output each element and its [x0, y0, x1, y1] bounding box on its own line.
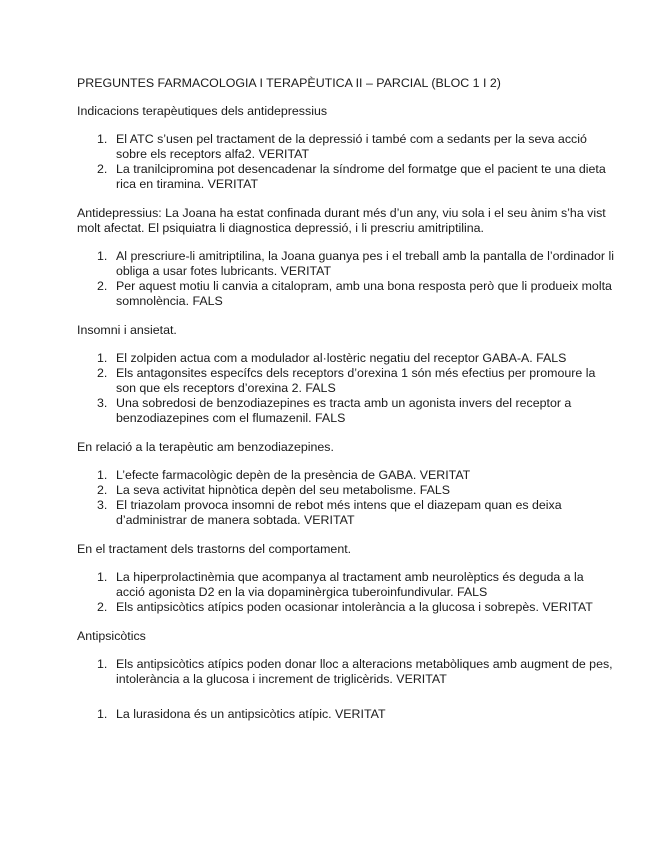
item-number: 1. — [97, 707, 108, 721]
list-item — [77, 483, 615, 498]
item-text: La tranilcipromina pot desencadenar la síndrome del formatge que el pacient te una dieta rica en tiramina. VERITAT — [116, 162, 606, 191]
section-heading: En relació a la terapèutic am benzodiazepines. — [77, 440, 334, 454]
list-item — [77, 707, 615, 722]
list-item — [77, 468, 615, 483]
item-text: El zolpiden actua com a modulador al·lostèric negatiu del receptor GABA-A. FALS — [116, 351, 567, 365]
list-item — [77, 657, 615, 687]
list-item — [77, 498, 615, 528]
list-item — [77, 396, 615, 426]
list-item — [77, 162, 615, 192]
item-text: La hiperprolactinèmia que acompanya al tractament amb neurolèptics és deguda a la acció agonista D2 en la via dopaminèrgica tuberoinfundivular. FALS — [116, 570, 584, 599]
item-text: Els antipsicòtics atípics poden donar lloc a alteracions metabòliques amb augment de pes, intolerància a la glucosa i increment de triglicèrids. VERITAT — [116, 657, 613, 686]
item-text: El triazolam provoca insomni de rebot més intens que el diazepam quan es deixa d’administrar de manera sobtada. VERITAT — [116, 498, 562, 527]
section-heading: Indicacions terapèutiques dels antidepressius — [77, 104, 328, 118]
question-list — [77, 351, 615, 426]
list-item — [77, 279, 615, 309]
item-text: Al prescriure-li amitriptilina, la Joana guanya pes i el treball amb la pantalla de l’ordinador li obliga a usar fotes lubricants. VERITAT — [116, 249, 614, 278]
list-item — [77, 249, 615, 279]
item-number: 1. — [97, 657, 108, 671]
question-list — [77, 707, 615, 722]
section-heading: Antidepressius: La Joana ha estat confinada durant més d’un any, viu sola i el seu ànim s’ha vist molt afectat. El psiquiatra li diagnostica depressió, i li prescriu amitriptilina. — [77, 206, 606, 235]
item-number: 2. — [97, 483, 108, 497]
document-title: PREGUNTES FARMACOLOGIA I TERAPÈUTICA II – PARCIAL (BLOC 1 I 2) — [77, 76, 501, 90]
list-item — [77, 132, 615, 162]
item-number: 1. — [97, 351, 108, 365]
item-text: Per aquest motiu li canvia a citalopram, amb una bona resposta però que li produeix molta somnolència. FALS — [116, 279, 612, 308]
section-heading: En el tractament dels trastorns del comportament. — [77, 542, 352, 556]
item-number: 2. — [97, 162, 108, 176]
section-heading: Insomni i ansietat. — [77, 323, 177, 337]
item-number: 1. — [97, 132, 108, 146]
question-list — [77, 657, 615, 687]
item-number: 1. — [97, 249, 108, 263]
item-text: Una sobredosi de benzodiazepines es tracta amb un agonista invers del receptor a benzodiazepines com el flumazenil. FALS — [116, 396, 572, 425]
list-item — [77, 366, 615, 396]
question-list — [77, 468, 615, 528]
item-text: La lurasidona és un antipsicòtics atípic. VERITAT — [116, 707, 386, 721]
list-item — [77, 600, 615, 615]
item-text: Els antipsicòtics atípics poden ocasionar intolerància a la glucosa i sobrepès. VERITAT — [116, 600, 593, 614]
item-number: 2. — [97, 279, 108, 293]
list-item — [77, 351, 615, 366]
item-number: 3. — [97, 396, 108, 410]
question-list — [77, 249, 615, 309]
item-number: 1. — [97, 570, 108, 584]
item-number: 2. — [97, 366, 108, 380]
item-number: 2. — [97, 600, 108, 614]
item-text: El ATC s’usen pel tractament de la depressió i també com a sedants per la seva acció sobre els receptors alfa2. VERITAT — [116, 132, 587, 161]
item-number: 1. — [97, 468, 108, 482]
item-text: L’efecte farmacològic depèn de la presència de GABA. VERITAT — [116, 468, 471, 482]
section-heading: Antipsicòtics — [77, 629, 146, 643]
list-item — [77, 570, 615, 600]
question-list — [77, 132, 615, 192]
item-text: Els antagonsites específcs dels receptors d’orexina 1 són més efectius per promoure la son que els receptors d’orexina 2. FALS — [116, 366, 596, 395]
question-list — [77, 570, 615, 615]
item-text: La seva activitat hipnòtica depèn del seu metabolisme. FALS — [116, 483, 451, 497]
item-number: 3. — [97, 498, 108, 512]
